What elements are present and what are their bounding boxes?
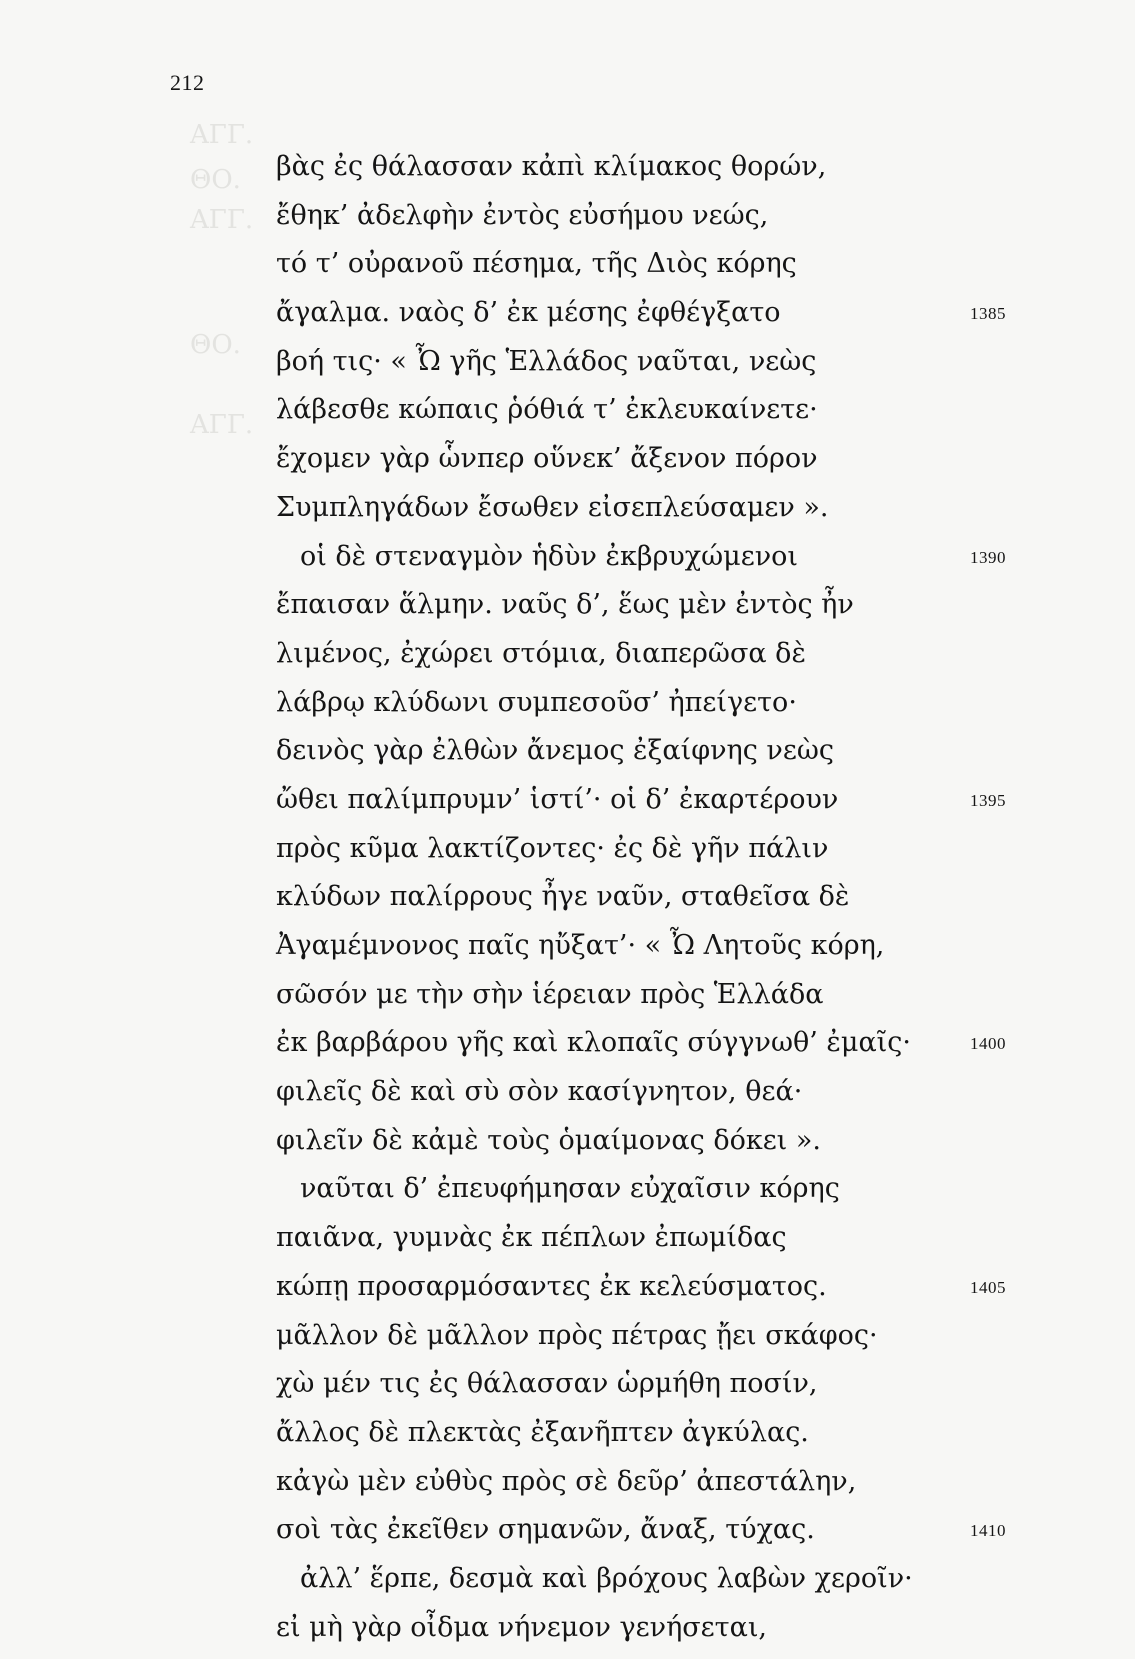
verse-line [0,1075,1135,1124]
show-through-decoration: ΘΟ. [190,330,241,360]
verse-line-text: λιμένος, ἐχώρει στόμια, διαπερῶσα δὲ [276,637,806,669]
verse-line [0,880,1135,929]
verse-line-text: μᾶλλον δὲ μᾶλλον πρὸς πέτρας ᾔει σκάφος· [276,1319,878,1351]
verse-line [0,1124,1135,1173]
verse-line-text: ἔπαισαν ἅλμην. ναῦς δ’, ἕως μὲν ἐντὸς ἦν [276,589,854,621]
verse-line [0,1221,1135,1270]
verse-line-text: σοὶ τὰς ἐκεῖθεν σημανῶν, ἄναξ, τύχας. [276,1514,815,1546]
verse-line [0,247,1135,296]
verse-line [0,540,1135,589]
verse-line-text: Ἀγαμέμνονος παῖς ηὔξατ’· « Ὦ Λητοῦς κόρη, [276,930,885,961]
verse-line-text: ἐκ βαρβάρου γῆς καὶ κλοπαῖς σύγγνωθ’ ἐμαῖς· [276,1027,911,1059]
verse-line-text: σῶσόν με τὴν σὴν ἱέρειαν πρὸς Ἑλλάδα [276,978,824,1010]
verse-line-text: λάβρῳ κλύδωνι συμπεσοῦσ’ ἠπείγετο· [276,686,797,718]
verse-line-text: λάβεσθε κώπαις ῥόθιά τ’ ἐκλευκαίνετε· [276,394,818,426]
verse-line [0,637,1135,686]
line-number: 1395 [970,790,1006,810]
verse-line [0,199,1135,248]
verse-line-text: ἀλλ’ ἕρπε, δεσμὰ καὶ βρόχους λαβὼν χεροῖν· [300,1562,913,1594]
line-number: 1400 [970,1034,1006,1054]
verse-line [0,929,1135,978]
verse-line [0,1172,1135,1221]
verse-line [0,978,1135,1027]
verse-line-text: φιλεῖν δὲ κἀμὲ τοὺς ὁμαίμονας δόκει ». [276,1124,821,1156]
verse-line-text: πρὸς κῦμα λακτίζοντες· ἐς δὲ γῆν πάλιν [276,832,829,864]
verse-line [0,1319,1135,1368]
verse-line-text: ὤθει παλίμπρυμν’ ἱστί’· οἱ δ’ ἐκαρτέρουν [276,783,839,815]
verse-line [0,1611,1135,1659]
line-number: 1385 [970,304,1006,324]
verse-line-text: κλύδων παλίρρους ἦγε ναῦν, σταθεῖσα δὲ [276,881,850,913]
verse-line [0,1026,1135,1075]
verse-line-text: ἔθηκ’ ἀδελφὴν ἐντὸς εὐσήμου νεώς, [276,199,769,231]
verse-line-text: κἀγὼ μὲν εὐθὺς πρὸς σὲ δεῦρ’ ἀπεστάλην, [276,1465,857,1497]
verse-line [0,1513,1135,1562]
line-number: 1390 [970,547,1006,567]
verse-line [0,588,1135,637]
verse-line [0,783,1135,832]
verse-line [0,832,1135,881]
verse-line-text: βὰς ἐς θάλασσαν κἀπὶ κλίμακος θορών, [276,151,827,182]
verse-line [0,150,1135,199]
line-number: 1410 [970,1521,1006,1541]
verse-line-text: εἰ μὴ γὰρ οἶδμα νήνεμον γενήσεται, [276,1611,768,1643]
verse-line [0,734,1135,783]
verse-line-text: κώπῃ προσαρμόσαντες ἐκ κελεύσματος. [276,1270,827,1302]
verse-text [0,150,1135,1659]
verse-line-text: ἄλλος δὲ πλεκτὰς ἐξανῆπτεν ἀγκύλας. [276,1416,809,1448]
show-through-decoration: ΘΟ. [190,165,241,195]
show-through-decoration: ΑΓΓ. [190,120,254,150]
verse-line-text: δεινὸς γὰρ ἐλθὼν ἄνεμος ἐξαίφνης νεὼς [276,735,834,767]
verse-line [0,491,1135,540]
verse-line-text: οἱ δὲ στεναγμὸν ἡδὺν ἐκβρυχώμενοι [300,540,798,572]
verse-line [0,393,1135,442]
verse-line [0,1270,1135,1319]
verse-line [0,296,1135,345]
verse-line-text: βοή τις· « Ὦ γῆς Ἑλλάδος ναῦται, νεὼς [276,345,817,377]
line-number: 1405 [970,1277,1006,1297]
verse-line-text: ἄγαλμα. ναὸς δ’ ἐκ μέσης ἐφθέγξατο [276,297,781,329]
verse-line [0,345,1135,394]
verse-line-text: ἔχομεν γὰρ ὧνπερ οὕνεκ’ ἄξενον πόρον [276,443,818,475]
show-through-decoration: ΑΓΓ. [190,205,254,235]
verse-line-text: χὼ μέν τις ἐς θάλασσαν ὡρμήθη ποσίν, [276,1368,818,1400]
verse-line-text: παιᾶνα, γυμνὰς ἐκ πέπλων ἐπωμίδας [276,1222,787,1254]
verse-line [0,686,1135,735]
verse-line-text: ναῦται δ’ ἐπευφήμησαν εὐχαῖσιν κόρης [300,1173,840,1205]
page-number: 212 [170,70,205,95]
verse-line-text: Συμπληγάδων ἔσωθεν εἰσεπλεύσαμεν ». [276,491,829,523]
verse-line [0,1465,1135,1514]
verse-line-text: τό τ’ οὐρανοῦ πέσημα, τῆς Διὸς κόρης [276,248,797,280]
verse-line [0,1367,1135,1416]
verse-line-text: φιλεῖς δὲ καὶ σὺ σὸν κασίγνητον, θεά· [276,1076,803,1108]
verse-line [0,442,1135,491]
verse-line [0,1416,1135,1465]
show-through-decoration: ΑΓΓ. [190,410,254,440]
verse-line [0,1562,1135,1611]
